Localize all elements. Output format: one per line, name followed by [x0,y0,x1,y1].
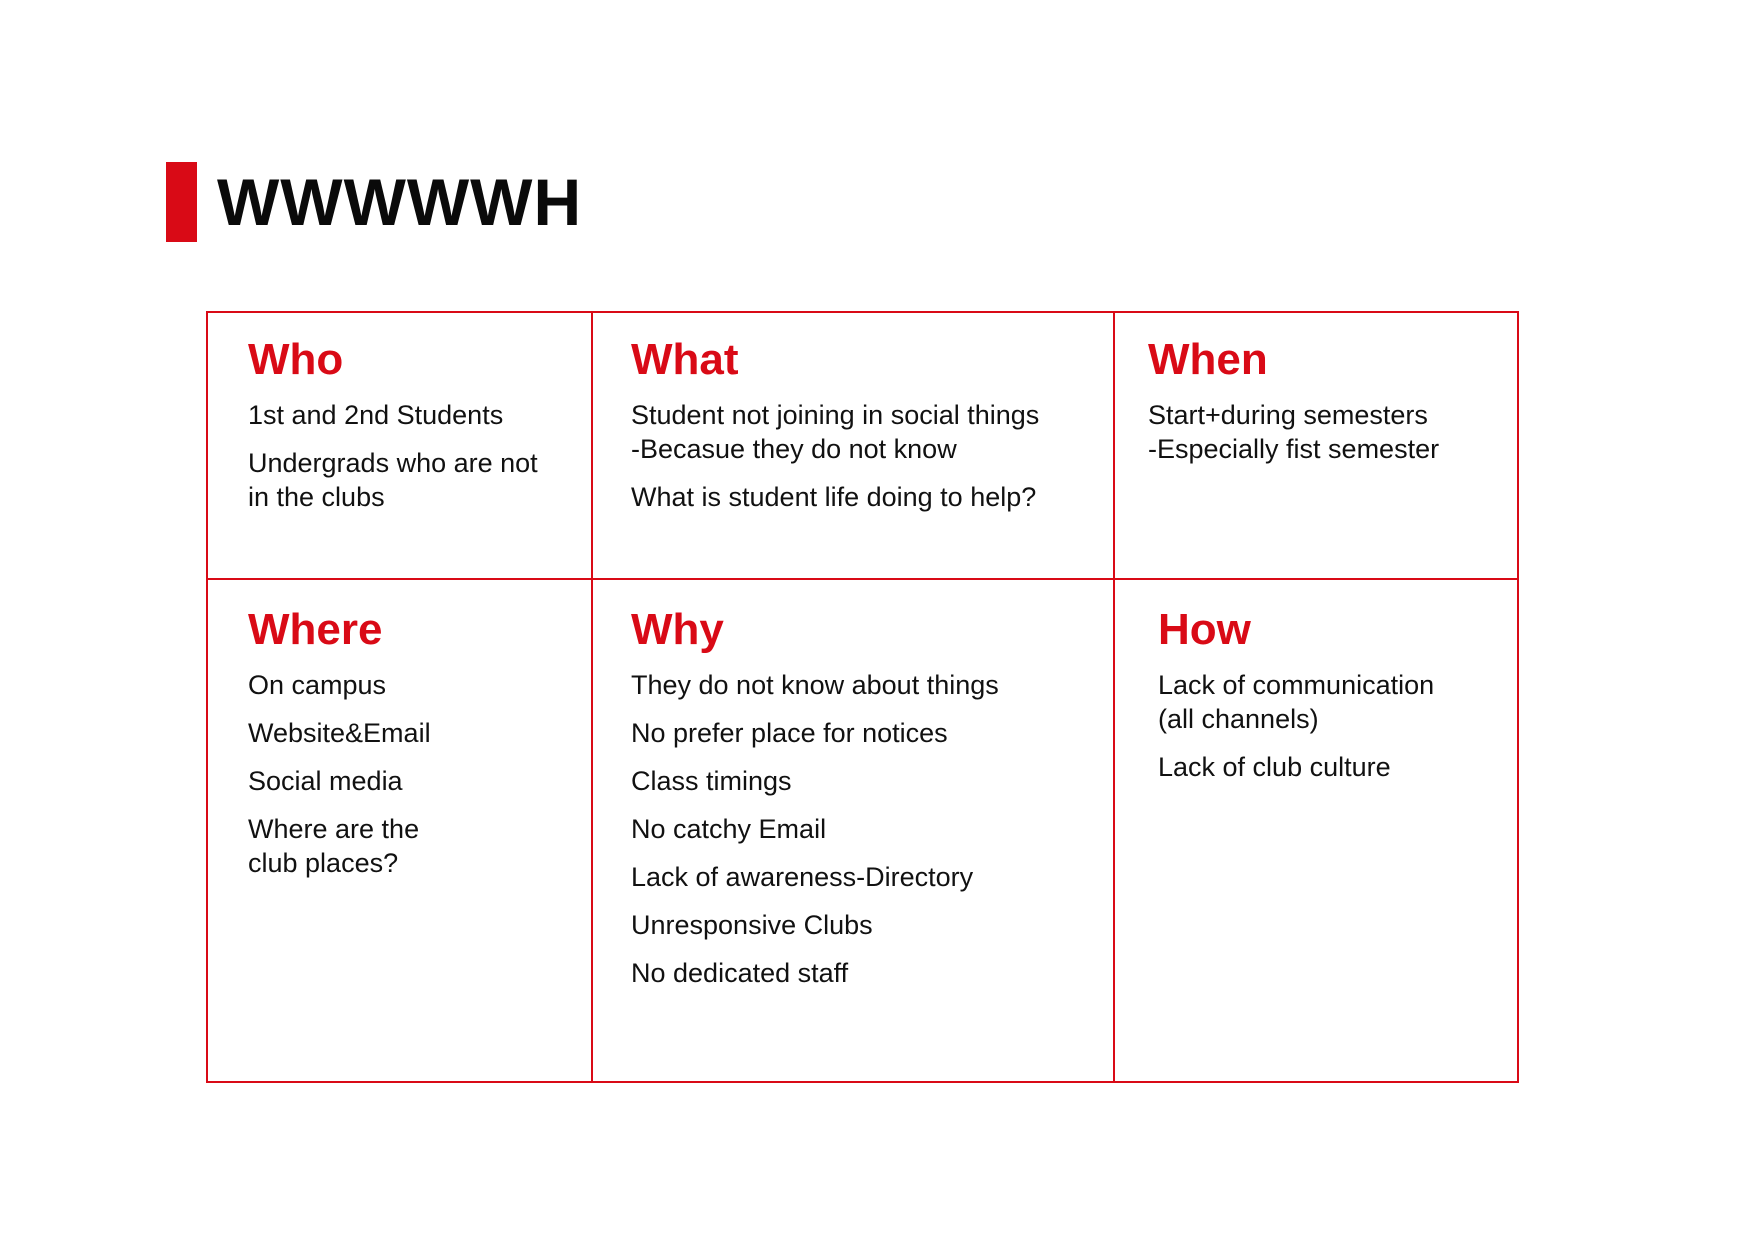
cell-item: Social media [248,766,403,797]
cell-item: No catchy Email [631,814,827,845]
cell-item: Unresponsive Clubs [631,910,873,941]
cell-item: On campus [248,670,387,701]
cell-who [248,336,578,528]
cell-item: Lack of communication (all channels) [1158,670,1435,735]
cell-item: Start+during semesters -Especially fist semester [1148,400,1440,465]
cell-item: Student not joining in social things -Becasue they do not know [631,400,1040,465]
grid-divider-horizontal [208,578,1517,580]
grid-divider-vertical-1 [591,313,593,1081]
cell-item: What is student life doing to help? [631,482,1037,513]
page-header [166,162,582,242]
cell-item: Lack of awareness-Directory [631,862,974,893]
cell-heading-who: Who [248,335,344,384]
page-title: WWWWWH [217,165,583,239]
cell-item: No prefer place for notices [631,718,948,749]
cell-item: 1st and 2nd Students [248,400,504,431]
cell-heading-why: Why [631,605,724,654]
cell-where [248,606,578,894]
title-accent-bar [166,162,197,242]
cell-heading-where: Where [248,605,383,654]
cell-item: Where are the club places? [248,814,420,879]
cell-what [631,336,1101,528]
cell-item: No dedicated staff [631,958,849,989]
cell-heading-what: What [631,335,739,384]
cell-heading-how: How [1158,605,1251,654]
cell-item: Class timings [631,766,792,797]
grid-divider-vertical-2 [1113,313,1115,1081]
cell-item: Undergrads who are not in the clubs [248,448,538,513]
cell-when [1148,336,1508,480]
cell-why [631,606,1101,1004]
cell-item: They do not know about things [631,670,999,701]
wwwwwh-grid [206,311,1519,1083]
cell-item: Lack of club culture [1158,752,1391,783]
cell-heading-when: When [1148,335,1268,384]
cell-how [1158,606,1508,798]
cell-item: Website&Email [248,718,431,749]
